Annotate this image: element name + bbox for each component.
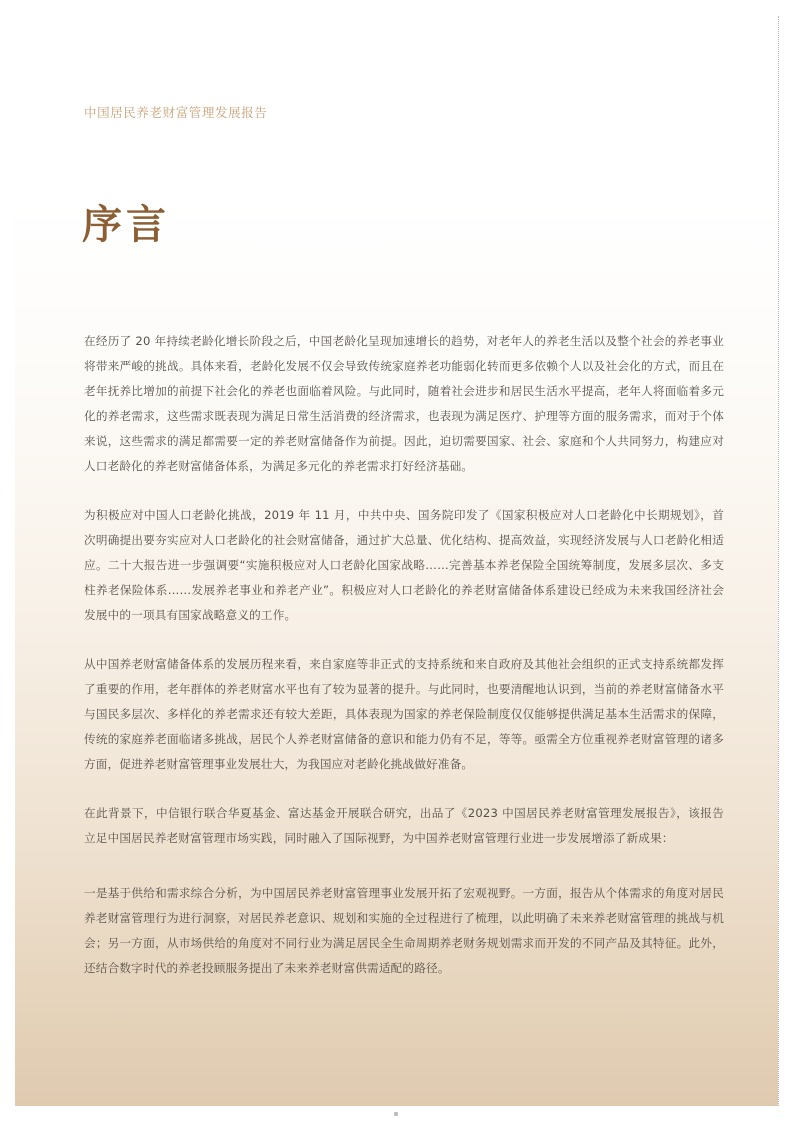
running-header: 中国居民养老财富管理发展报告 — [84, 105, 268, 120]
paragraph-2: 为积极应对中国人口老龄化挑战，2019 年 11 月，中共中央、国务院印发了《国家积极应对人口老龄化中长期规划》，首次明确提出要夯实应对人口老龄化的社会财富储备，通过扩大总量、优化结构、提高效益，实现经济发展与人口老龄化相适应。二十大报告进一步强调要“实施积极应对人口老龄化国家战略……完善基本养老保险全国统筹制度，发展多层次、多支柱养老保险体系……发展养老事业和养老产业”。积极应对人口老龄化的养老财富储备体系建设已经成为未来我国经济社会发展中的一项具有国家战略意义的工作。 — [84, 508, 724, 622]
page-edge-guide-line — [778, 16, 779, 1106]
paragraph-1: 在经历了 20 年持续老龄化增长阶段之后，中国老龄化呈现加速增长的趋势，对老年人的养老生活以及整个社会的养老事业将带来严峻的挑战。具体来看，老龄化发展不仅会导致传统家庭养老功能弱化转而更多依赖个人以及社会化的方式，而且在老年抚养比增加的前提下社会化的养老也面临着风险。与此同时，随着社会进步和居民生活水平提高，老年人将面临着多元化的养老需求，这些需求既表现为满足日常生活消费的经济需求，也表现为满足医疗、护理等方面的服务需求，而对于个体来说，这些需求的满足都需要一定的养老财富储备作为前提。因此，迫切需要国家、社会、家庭和个人共同努力，构建应对人口老龄化的养老财富储备体系，为满足多元化的养老需求打好经济基础。 — [84, 334, 724, 473]
body-content — [84, 329, 724, 1005]
page-number-marker — [394, 1112, 398, 1116]
paragraph-4: 在此背景下，中信银行联合华夏基金、富达基金开展联合研究，出品了《2023 中国居民养老财富管理发展报告》，该报告立足中国居民养老财富管理市场实践，同时融入了国际视野，为中国养老财富管理行业进一步发展增添了新成果： — [84, 806, 724, 845]
page-title: 序言 — [82, 200, 170, 248]
paragraph-3: 从中国养老财富储备体系的发展历程来看，来自家庭等非正式的支持系统和来自政府及其他社会组织的正式支持系统都发挥了重要的作用，老年群体的养老财富水平也有了较为显著的提升。与此同时，也要清醒地认识到，当前的养老财富储备水平与国民多层次、多样化的养老需求还有较大差距，具体表现为国家的养老保险制度仅仅能够提供满足基本生活需求的保障，传统的家庭养老面临诸多挑战，居民个人养老财富储备的意识和能力仍有不足，等等。亟需全方位重视养老财富管理的诸多方面，促进养老财富管理事业发展壮大，为我国应对老龄化挑战做好准备。 — [84, 657, 724, 771]
paragraph-5: 一是基于供给和需求综合分析，为中国居民养老财富管理事业发展开拓了宏观视野。一方面，报告从个体需求的角度对居民养老财富管理行为进行洞察，对居民养老意识、规划和实施的全过程进行了梳理，以此明确了未来养老财富管理的挑战与机会；另一方面，从市场供给的角度对不同行业为满足居民全生命周期养老财务规划需求而开发的不同产品及其特征。此外，还结合数字时代的养老投顾服务提出了未来养老财富供需适配的路径。 — [84, 886, 724, 975]
